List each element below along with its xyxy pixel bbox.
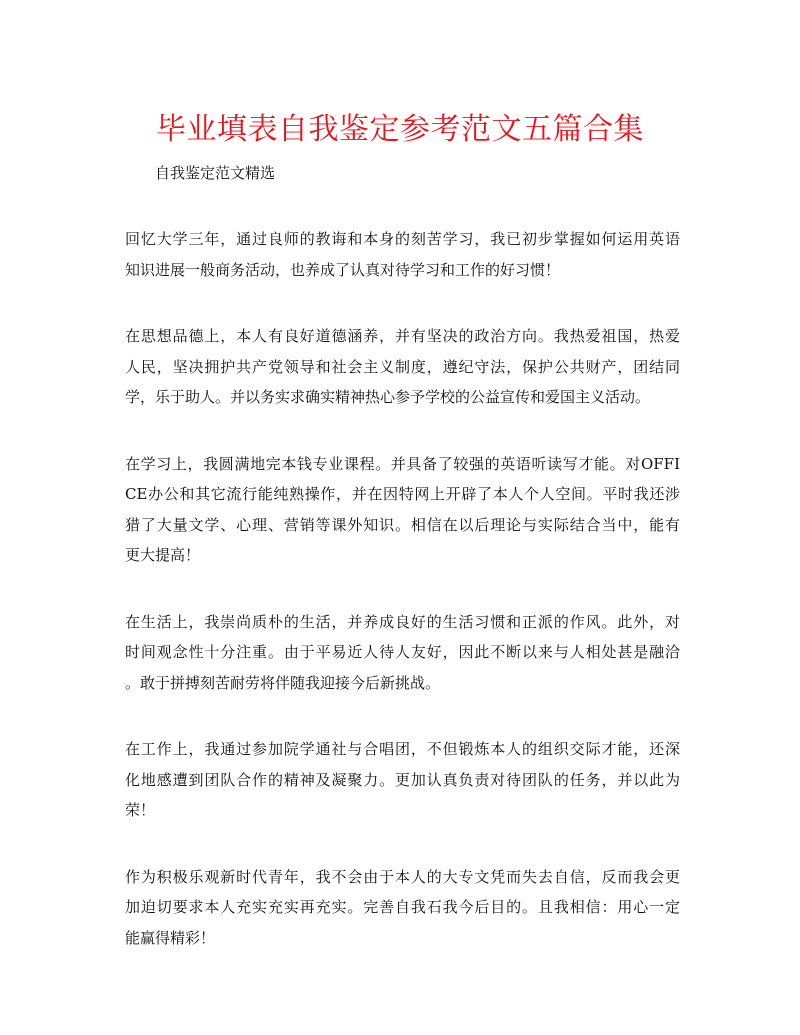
text-line: 知识进展一般商务活动，也养成了认真对待学习和工作的好习惯！ [125, 260, 561, 279]
text-line: 人民，坚决拥护共产党领导和社会主义制度，遵纪守法，保护公共财产，团结同 [125, 357, 680, 376]
document-title: 毕业填表自我鉴定参考范文五篇合集 [156, 112, 644, 147]
text-line: 加迫切要求本人充实充实再充实。完善自我石我今后目的。且我相信：用心一定 [125, 898, 680, 916]
document-body [125, 224, 680, 989]
text-line: 时间观念性十分注重。由于平易近人待人友好，因此不断以来与人相处甚是融洽 [125, 643, 680, 661]
text-line: 更大提高！ [125, 546, 201, 564]
text-line: 在工作上，我通过参加院学通社与合唱团，不但锻炼本人的组织交际才能，还深 [125, 740, 680, 758]
document-subtitle: 自我鉴定范文精选 [155, 164, 276, 182]
paragraph-2 [125, 321, 680, 413]
paragraph-1 [125, 224, 680, 285]
paragraph-6 [125, 862, 680, 954]
text-line: CE办公和其它流行能纯熟操作，并在因特网上开辟了本人个人空间。平时我还涉 [125, 485, 680, 503]
text-line: 回忆大学三年，通过良师的教诲和本身的刻苦学习，我已初步掌握如何运用英语 [125, 230, 680, 248]
text-line: 在生活上，我崇尚质朴的生活，并养成良好的生活习惯和正派的作风。此外，对 [125, 612, 680, 631]
text-line: 化地感遭到团队合作的精神及凝聚力。更加认真负责对待团队的任务，并以此为 [125, 770, 680, 789]
paragraph-5 [125, 734, 680, 826]
text-line: 在学习上，我圆满地完本钱专业课程。并具备了较强的英语听读写才能。对OFFI [125, 454, 680, 473]
paragraph-4 [125, 607, 680, 699]
text-line: 能赢得精彩！ [125, 928, 216, 947]
text-line: 作为积极乐观新时代青年，我不会由于本人的大专文凭而失去自信，反而我会更 [125, 867, 680, 886]
text-line: 荣！ [125, 801, 156, 819]
text-line: 猎了大量文学、心理、营销等课外知识。相信在以后理论与实际结合当中，能有 [125, 515, 680, 534]
text-line: 。敢于拼搏刻苦耐劳将伴随我迎接今后新挑战。 [125, 673, 441, 692]
paragraph-3 [125, 449, 680, 571]
text-line: 在思想品德上，本人有良好道德涵养，并有坚决的政治方向。我热爱祖国，热爱 [125, 327, 680, 345]
text-line: 学，乐于助人。并以务实求确实精神热心参予学校的公益宣传和爱国主义活动。 [125, 388, 651, 406]
